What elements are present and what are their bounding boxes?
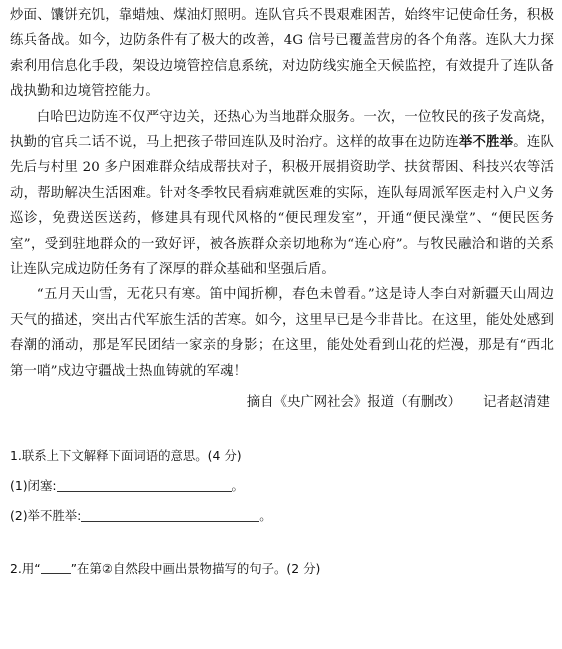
bold-term: 举不胜举	[458, 134, 514, 151]
paragraph-2-part-1: 白哈巴边防连不仅严守边关，还热心为当地群众服务。一次，一位牧民的孩子发高烧，执勤的官兵二话不说，马上把孩子带回连队及时治疗。这样的故事在边防连	[10, 109, 554, 151]
question-1-item-1	[10, 476, 554, 496]
answer-blank-1[interactable]	[57, 477, 232, 492]
source-line	[10, 390, 550, 415]
question-2-prefix: 2.用“	[10, 560, 41, 576]
question-1-item-2	[10, 506, 554, 526]
source-text: 摘自《央广网社会》报道（有删改）	[246, 395, 462, 411]
question-1-title: 1.联系上下文解释下面词语的意思。(4 分)	[10, 447, 242, 463]
question-2	[10, 559, 554, 579]
end-mark-2: 。	[259, 507, 272, 523]
paragraph-2-part-2: 。连队先后与村里 20 多户困难群众结成帮扶对子，积极开展捐资助学、扶贫帮困、科技兴农等活动，帮助解决生活困难。针对冬季牧民看病难就医难的实际，连队每周派军医走村入户义务巡诊，免费送医送药，修建具有现代风格的“便民理发室”，开通“便民澡堂”、“便民医务室”，受到驻地群众的一致好评，被各族群众亲切地称为“连心府”。与牧民融洽和谐的关系让连队完成边防任务有了深厚的群众基础和坚强后盾。	[10, 135, 554, 278]
question-2-suffix: ”在第②自然段中画出景物描写的句子。(2 分)	[70, 560, 321, 576]
paragraph-3: “五月天山雪，无花只有寒。笛中闻折柳，春色未曾看。”这是诗人李白对新疆天山周边天气的描述，突出古代军旅生活的苦寒。如今，这里早已是今非昔比。在这里，能处处感到春潮的涌动，那是军民团结一家亲的身影；在这里，能处处看到山花的烂漫，那是有“西北第一哨”戍边守疆战士热血铸就的军魂！	[10, 287, 554, 379]
source-author: 记者赵清建	[483, 395, 550, 411]
underline-sample	[41, 561, 71, 574]
item-1-label: (1)闭塞:	[10, 477, 57, 493]
answer-blank-2[interactable]	[81, 507, 259, 522]
paragraph-1: 炒面、馕饼充饥，靠蜡烛、煤油灯照明。连队官兵不畏艰难困苦，始终牢记使命任务，积极练兵备战。如今，边防条件有了极大的改善，4G 信号已覆盖营房的各个角落。连队大力探索利用信息化手段，架设边境管控信息系统，对边防线实施全天候监控，有效提升了连队备战执勤和边境管控能力。	[10, 8, 554, 100]
item-2-label: (2)举不胜举:	[10, 507, 82, 523]
paragraph-2	[10, 105, 554, 283]
end-mark-1: 。	[231, 477, 244, 493]
